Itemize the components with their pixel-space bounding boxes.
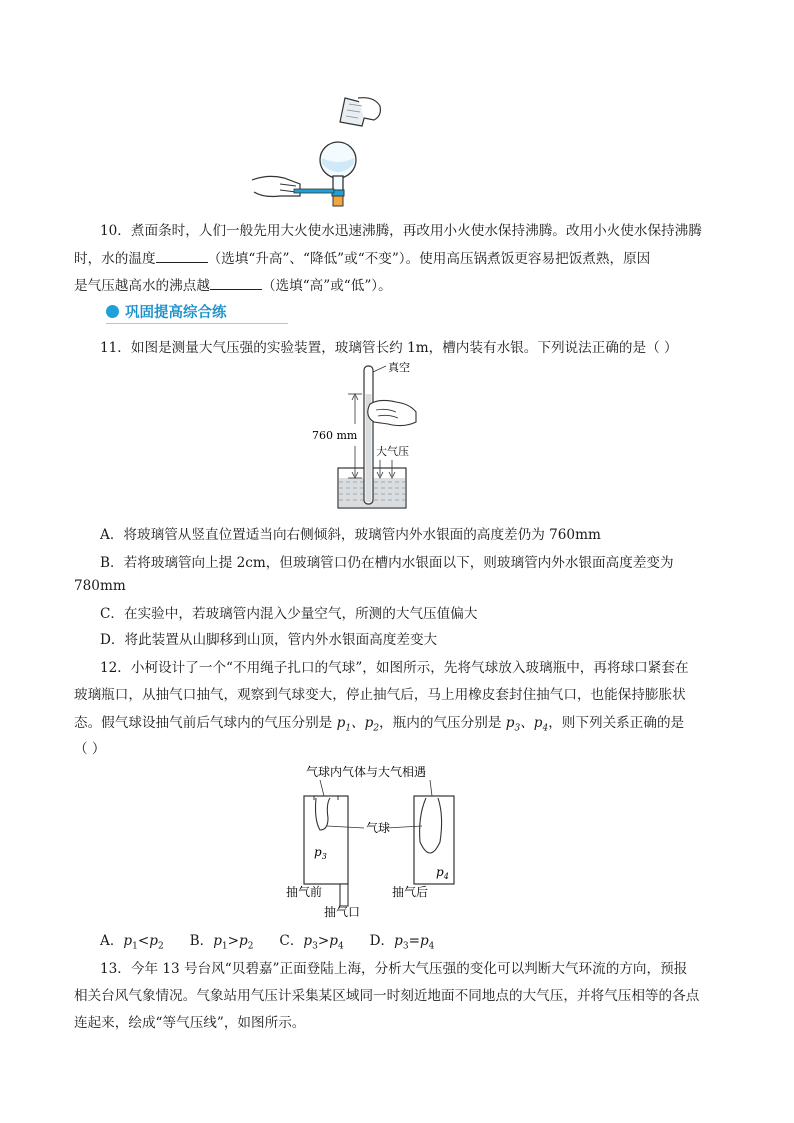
q11-option-b-line2: 780mm	[74, 578, 126, 594]
q10-blank-1[interactable]	[156, 250, 208, 263]
q10-line3	[74, 274, 392, 294]
label-outlet: 抽气口	[324, 905, 361, 919]
q11-option-a[interactable]: A．将玻璃管从竖直位置适当向右侧倾斜，玻璃管内外水银面的高度差仍为 760mm	[100, 527, 601, 543]
section-title: 巩固提高综合练	[125, 305, 227, 321]
q13-line3: 连起来，绘成“等气压线”，如图所示。	[74, 1015, 306, 1031]
section-header	[106, 301, 288, 324]
q12-line3-a: 态。假气球设抽气前后气球内的气压分别是	[74, 715, 337, 731]
label-before: 抽气前	[286, 885, 323, 899]
balloon-bottle-figure	[280, 760, 480, 920]
torricelli-figure	[300, 358, 430, 513]
pouring-hand	[340, 98, 380, 126]
balloon-large	[420, 798, 442, 853]
var-p3-p4: $p_3$、$p_4$	[505, 715, 549, 734]
q12-option-b[interactable]: B．$p_1>p_2$	[189, 933, 254, 952]
q12-line3-c: ，则下列关系正确的是	[548, 715, 685, 731]
q11-option-d[interactable]: D．将此装置从山脚移到山顶，管内外水银面高度差变大	[100, 632, 438, 648]
var-p1-p2: $p_1$、$p_2$	[336, 715, 380, 734]
q10-blank-2[interactable]	[210, 277, 262, 290]
flask-hand-figure	[250, 92, 390, 212]
q12-answer-bracket: （ ）	[74, 741, 106, 757]
section-dot-icon	[106, 305, 119, 318]
suction-outlet	[340, 884, 348, 906]
q12-line3	[74, 711, 684, 734]
q10-line3-a: 是气压越高水的沸点越	[74, 278, 210, 294]
label-vacuum: 真空	[388, 361, 410, 374]
q12-line1: 12．小柯设计了一个“不用绳子扎口的气球”，如图所示，先将气球放入玻璃瓶中，再将球口紧套在	[100, 660, 689, 676]
q12-line3-b: ，瓶内的气压分别是	[379, 715, 506, 731]
q10-line3-b: （选填“高”或“低”）。	[261, 278, 392, 294]
label-760mm: 760 mm	[312, 429, 358, 442]
label-p4: $p_4$	[436, 865, 449, 881]
q12-option-c[interactable]: C．$p_3>p_4$	[279, 933, 344, 952]
q11-option-c[interactable]: C．在实验中，若玻璃管内混入少量空气，所测的大气压值偏大	[100, 606, 478, 622]
q12-line2: 玻璃瓶口，从抽气口抽气，观察到气球变大，停止抽气后，马上用橡皮套封住抽气口，也能保持膨胀状	[74, 687, 686, 703]
q10-line1: 10．煮面条时，人们一般先用大火使水迅速沸腾，再改用小火使水保持沸腾。改用小火使水保持沸腾	[100, 223, 702, 239]
label-after: 抽气后	[392, 885, 429, 899]
q12-options	[100, 929, 434, 952]
q12-option-d[interactable]: D．$p_3=p_4$	[369, 933, 435, 952]
tube-hand	[368, 400, 416, 425]
round-flask	[320, 142, 356, 206]
q11-stem: 11．如图是测量大气压强的实验装置，玻璃管长约 1m，槽内装有水银。下列说法正确的是（ ）	[100, 340, 678, 356]
label-balloon-air: 气球内气体与大气相遇	[306, 765, 427, 779]
q12-option-a[interactable]: A．$p_1<p_2$	[100, 933, 164, 952]
label-atm-pressure: 大气压	[376, 445, 409, 458]
q10-line2-b: （选填“升高”、“降低”或“不变”）。使用高压锅煮饭更容易把饭煮熟，原因	[207, 251, 651, 267]
q11-option-b-line1[interactable]: B．若将玻璃管向上提 2cm，但玻璃管口仍在槽内水银面以下，则玻璃管内外水银面高度差变为	[100, 555, 674, 571]
label-p3: $p_3$	[314, 845, 327, 861]
q10-line2-a: 时，水的温度	[74, 251, 156, 267]
holding-hand	[252, 176, 334, 196]
label-balloon: 气球	[366, 821, 391, 835]
q13-line1: 13．今年 13 号台风“贝碧嘉”正面登陆上海，分析大气压强的变化可以判断大气环流的方向，预报	[100, 961, 688, 977]
q13-line2: 相关台风气象情况。气象站用气压计采集某区域同一时刻近地面不同地点的大气压，并将气压相等的各点	[74, 988, 700, 1004]
q10-line2	[74, 247, 650, 267]
